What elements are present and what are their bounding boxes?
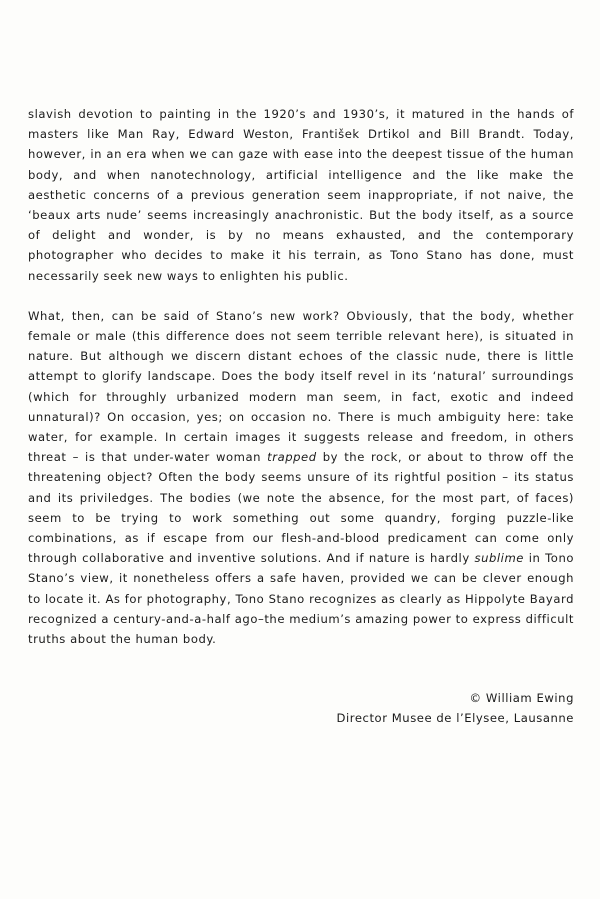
signature-block: [337, 688, 574, 728]
paragraph-2-part-2: by the rock, or about to throw off the threatening object? Often the body seems unsure of its rightful position – its status and its priviledges. The bodies (we note the absence, for the most part, of faces) seem to be trying to work something out some quandry, forging puzzle-like combinations, as if escape from our flesh-and-blood predicament can come only through collaborative and inventive solutions. And if nature is hardly: [28, 450, 574, 566]
essay-body: [28, 104, 574, 649]
author-credit: © William Ewing: [469, 691, 574, 705]
author-title: Director Musee de l’Elysee, Lausanne: [336, 711, 574, 726]
paragraph-1: slavish devotion to painting in the 1920’s and 1930’s, it matured in the hands of masters like Man Ray, Edward Weston, František Drtikol and Bill Brandt. Today, however, in an era when we can gaze with ease into the deepest tissue of the human body, and when nanotechnology, artificial intelligence and the like make the aesthetic concerns of a previous generation seem inappropriate, if not naive, the ‘beaux arts nude’ seems increasingly anachronistic. But the body itself, as a source of delight and wonder, is by no means exhausted, and the contemporary photographer who decides to make it his terrain, as Tono Stano has done, must necessarily seek new ways to enlighten his public.: [28, 107, 574, 283]
paragraph-2: [28, 306, 574, 649]
paragraph-2-part-3: in Tono Stano’s view, it nonetheless offers a safe haven, provided we can be clever enough to locate it. As for photography, Tono Stano recognizes as clearly as Hippolyte Bayard recognized a century-and-a-half ago–the medium’s amazing power to express difficult truths about the human body.: [28, 551, 575, 647]
emphasis-sublime: sublime: [474, 551, 524, 566]
paragraph-2-part-1: What, then, can be said of Stano’s new work? Obviously, that the body, whether female or male (this difference does not seem terrible relevant here), is situated in nature. But although we discern distant echoes of the classic nude, there is little attempt to glorify landscape. Does the body itself revel in its ‘natural’ surroundings (which for throughly urbanized modern man seem, in fact, exotic and indeed unnatural)? On occasion, yes; on occasion no. There is much ambiguity here: take water, for example. In certain images it suggests release and freedom, in others threat – is that under-water woman: [28, 308, 574, 465]
emphasis-trapped: trapped: [267, 450, 317, 465]
